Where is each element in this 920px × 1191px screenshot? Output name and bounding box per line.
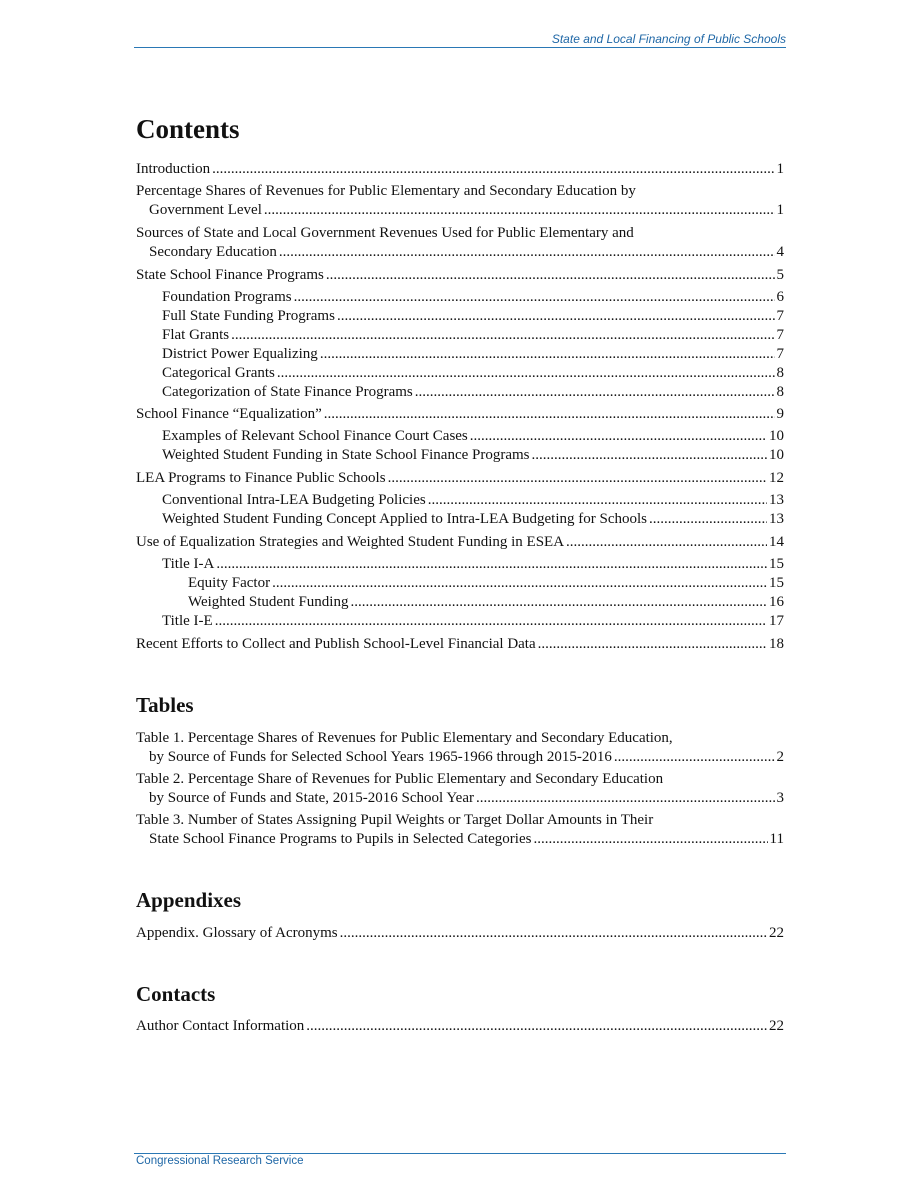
toc-entry-page: 6 bbox=[776, 289, 784, 305]
toc-entry-title: Use of Equalization Strategies and Weighted Student Funding in ESEA bbox=[136, 534, 565, 550]
toc-entry-table-2[interactable] bbox=[136, 770, 784, 808]
toc-entry-page: 10 bbox=[769, 428, 784, 444]
toc-entry-title-cont: by Source of Funds for Selected School Years 1965-1966 through 2015-2016 bbox=[149, 749, 612, 765]
toc-entry-recent-efforts[interactable] bbox=[136, 635, 784, 654]
toc-entry-full-state-funding[interactable] bbox=[136, 307, 784, 326]
toc-entry-page: 4 bbox=[776, 244, 784, 260]
toc-entry-title: Title I-A bbox=[162, 556, 215, 572]
toc-entry-page: 16 bbox=[769, 594, 784, 610]
toc-entry-page: 15 bbox=[769, 556, 784, 572]
contents-heading: Contents bbox=[136, 114, 240, 144]
toc-entry-title: Weighted Student Funding Concept Applied to Intra-LEA Budgeting for Schools bbox=[162, 511, 647, 527]
toc-entry-page: 11 bbox=[769, 831, 784, 847]
toc-entry-page: 9 bbox=[776, 406, 784, 422]
tables-heading: Tables bbox=[136, 693, 194, 717]
toc-entry-title: District Power Equalizing bbox=[162, 346, 318, 362]
toc-entry-title: Table 3. Number of States Assigning Pupil Weights or Target Dollar Amounts in Their bbox=[136, 812, 654, 828]
toc-entry-page: 7 bbox=[776, 327, 784, 343]
toc-entry-equity-factor[interactable] bbox=[136, 574, 784, 593]
toc-entry-title: Flat Grants bbox=[162, 327, 230, 343]
toc-entry-esea[interactable] bbox=[136, 533, 784, 552]
toc-entry-sources[interactable] bbox=[136, 224, 784, 262]
toc-entry-table-1[interactable] bbox=[136, 729, 784, 767]
toc-entry-page: 14 bbox=[769, 534, 784, 550]
appendixes-heading: Appendixes bbox=[136, 888, 242, 912]
toc-entry-categorical-grants[interactable] bbox=[136, 364, 784, 383]
toc-entry-intra-lea[interactable] bbox=[136, 491, 784, 510]
toc-entry-page: 22 bbox=[769, 925, 784, 941]
toc-entry-title: Foundation Programs bbox=[162, 289, 292, 305]
toc-entry-page: 13 bbox=[769, 511, 784, 527]
toc-entry-page: 8 bbox=[776, 365, 784, 381]
toc-entry-page: 13 bbox=[769, 492, 784, 508]
toc-entry-title: Recent Efforts to Collect and Publish School-Level Financial Data bbox=[136, 636, 536, 652]
toc-entry-title: Introduction bbox=[136, 161, 211, 177]
toc-entry-page: 7 bbox=[776, 308, 784, 324]
toc-entry-page: 18 bbox=[769, 636, 784, 652]
toc-entry-lea-programs[interactable] bbox=[136, 469, 784, 488]
toc-entry-page: 15 bbox=[769, 575, 784, 591]
toc-entry-page: 7 bbox=[776, 346, 784, 362]
footer-rule bbox=[134, 1153, 786, 1154]
toc-entry-title-cont: Secondary Education bbox=[149, 244, 277, 260]
toc-entry-page: 22 bbox=[769, 1018, 784, 1034]
toc-entry-title: Sources of State and Local Government Revenues Used for Public Elementary and bbox=[136, 225, 634, 241]
toc-entry-court-cases[interactable] bbox=[136, 427, 784, 446]
toc-entry-introduction[interactable] bbox=[136, 160, 784, 179]
toc-entry-foundation[interactable] bbox=[136, 288, 784, 307]
toc-entry-page: 1 bbox=[776, 161, 784, 177]
toc-entry-page: 2 bbox=[776, 749, 784, 765]
toc-entry-title-cont: by Source of Funds and State, 2015-2016 School Year bbox=[149, 790, 474, 806]
toc-entry-title: Author Contact Information bbox=[136, 1018, 305, 1034]
toc-entry-weighted-student-funding[interactable] bbox=[136, 593, 784, 612]
toc-entry-title: Table 1. Percentage Shares of Revenues for Public Elementary and Secondary Education, bbox=[136, 730, 673, 746]
toc-entry-title: Table 2. Percentage Share of Revenues for Public Elementary and Secondary Education bbox=[136, 771, 664, 787]
toc-entry-title: State School Finance Programs bbox=[136, 267, 324, 283]
contacts-heading: Contacts bbox=[136, 982, 216, 1006]
toc-entry-page: 8 bbox=[776, 384, 784, 400]
toc-entry-district-power[interactable] bbox=[136, 345, 784, 364]
toc-entry-title: Categorical Grants bbox=[162, 365, 275, 381]
toc-entry-page: 10 bbox=[769, 447, 784, 463]
toc-entry-categorization[interactable] bbox=[136, 383, 784, 402]
toc-entry-title: Appendix. Glossary of Acronyms bbox=[136, 925, 338, 941]
toc-entry-title: Title I-E bbox=[162, 613, 213, 629]
toc-entry-page: 12 bbox=[769, 470, 784, 486]
toc-entry-title-cont: State School Finance Programs to Pupils in Selected Categories bbox=[149, 831, 532, 847]
toc-entry-title: Examples of Relevant School Finance Court Cases bbox=[162, 428, 468, 444]
toc-entry-title-cont: Government Level bbox=[149, 202, 262, 218]
toc-entry-title: Equity Factor bbox=[188, 575, 271, 591]
toc-entry-page: 1 bbox=[776, 202, 784, 218]
running-header bbox=[134, 32, 786, 48]
toc-entry-weighted-intra-lea[interactable] bbox=[136, 510, 784, 529]
toc-entry-state-programs[interactable] bbox=[136, 266, 784, 285]
toc-entry-title: Conventional Intra-LEA Budgeting Policies bbox=[162, 492, 426, 508]
toc-entry-title: Percentage Shares of Revenues for Public Elementary and Secondary Education by bbox=[136, 183, 636, 199]
toc-entry-title: Categorization of State Finance Programs bbox=[162, 384, 413, 400]
toc-entry-weighted-state[interactable] bbox=[136, 446, 784, 465]
toc-entry-page: 5 bbox=[776, 267, 784, 283]
header-title: State and Local Financing of Public Schools bbox=[551, 32, 786, 46]
toc-entry-author-contact[interactable] bbox=[136, 1017, 784, 1036]
toc-entry-flat-grants[interactable] bbox=[136, 326, 784, 345]
toc-entry-equalization[interactable] bbox=[136, 405, 784, 424]
toc-entry-title-ia[interactable] bbox=[136, 555, 784, 574]
toc-entry-table-3[interactable] bbox=[136, 811, 784, 849]
toc-entry-appendix[interactable] bbox=[136, 924, 784, 943]
toc-entry-title: School Finance “Equalization” bbox=[136, 406, 322, 422]
toc-entry-page: 3 bbox=[776, 790, 784, 806]
toc-entry-title: Weighted Student Funding bbox=[188, 594, 349, 610]
toc-entry-title: Full State Funding Programs bbox=[162, 308, 335, 324]
toc-entry-title: LEA Programs to Finance Public Schools bbox=[136, 470, 386, 486]
toc-entry-percentage-shares[interactable] bbox=[136, 182, 784, 220]
toc-entry-title: Weighted Student Funding in State School Finance Programs bbox=[162, 447, 530, 463]
toc-entry-title-ie[interactable] bbox=[136, 612, 784, 631]
footer-org: Congressional Research Service bbox=[136, 1155, 304, 1167]
toc-entry-page: 17 bbox=[769, 613, 784, 629]
